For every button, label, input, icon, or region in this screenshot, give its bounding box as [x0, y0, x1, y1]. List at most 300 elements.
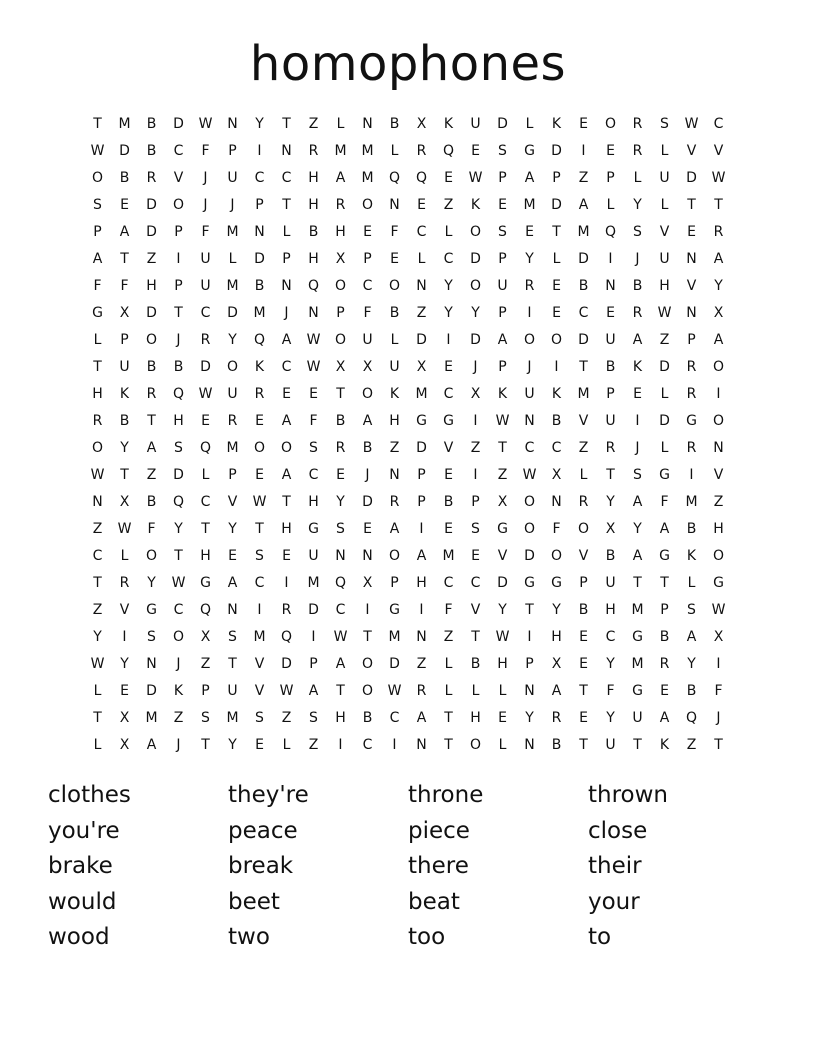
grid-letter: F [120, 278, 129, 294]
grid-letter: U [200, 251, 211, 267]
grid-letter: W [468, 170, 483, 186]
grid-letter: O [712, 548, 725, 564]
grid-letter: E [498, 710, 507, 726]
grid-letter: T [336, 683, 345, 699]
letter-grid [84, 111, 732, 759]
grid-letter: Y [228, 521, 237, 537]
grid-letter: R [254, 386, 265, 402]
grid-letter: U [605, 413, 616, 429]
grid-letter: B [146, 359, 157, 375]
grid-letter: T [525, 602, 534, 618]
grid-letter: M [631, 656, 644, 672]
word-list-item: two [228, 924, 270, 950]
grid-letter: Y [633, 197, 642, 213]
grid-letter: Z [146, 467, 157, 483]
grid-letter: D [227, 305, 238, 321]
grid-letter: O [91, 440, 104, 456]
grid-letter: U [605, 737, 616, 753]
grid-letter: W [90, 467, 105, 483]
grid-letter: H [605, 602, 616, 618]
grid-letter: A [335, 170, 346, 186]
grid-letter: X [335, 251, 346, 267]
grid-letter: O [145, 332, 158, 348]
grid-letter: Z [443, 629, 454, 645]
grid-letter: P [606, 170, 615, 186]
grid-letter: L [336, 116, 345, 132]
grid-letter: U [227, 170, 238, 186]
grid-letter: I [257, 602, 262, 618]
grid-letter: R [632, 116, 643, 132]
grid-letter: T [93, 116, 102, 132]
grid-letter: C [335, 602, 346, 618]
grid-letter: Y [498, 602, 507, 618]
grid-letter: Y [120, 440, 129, 456]
grid-row [84, 273, 732, 300]
grid-letter: P [282, 251, 291, 267]
grid-letter: E [363, 224, 372, 240]
grid-letter: C [281, 359, 292, 375]
grid-letter: H [335, 710, 346, 726]
grid-letter: N [686, 305, 697, 321]
grid-letter: S [201, 710, 210, 726]
grid-letter: H [92, 386, 103, 402]
grid-letter: H [659, 278, 670, 294]
grid-letter: D [416, 332, 427, 348]
grid-letter: I [284, 575, 289, 591]
grid-letter: W [495, 629, 510, 645]
grid-letter: W [306, 332, 321, 348]
grid-letter: E [120, 197, 129, 213]
grid-letter: A [308, 683, 319, 699]
grid-letter: O [280, 440, 293, 456]
grid-letter: M [253, 305, 266, 321]
grid-letter: X [713, 629, 724, 645]
grid-letter: B [686, 683, 697, 699]
grid-letter: H [308, 251, 319, 267]
grid-letter: D [470, 332, 481, 348]
grid-letter: Q [199, 602, 212, 618]
grid-letter: W [90, 656, 105, 672]
grid-letter: I [419, 521, 424, 537]
word-list-item: piece [408, 817, 470, 844]
grid-letter: P [579, 575, 588, 591]
grid-letter: T [714, 197, 723, 213]
grid-row [84, 327, 732, 354]
grid-letter: N [551, 494, 562, 510]
grid-letter: R [686, 359, 697, 375]
grid-letter: D [146, 197, 157, 213]
grid-letter: C [605, 629, 616, 645]
grid-letter: S [228, 629, 237, 645]
grid-letter: P [363, 251, 372, 267]
grid-letter: W [684, 116, 699, 132]
grid-letter: E [309, 386, 318, 402]
grid-letter: J [716, 710, 721, 726]
word-list-item: wood [48, 924, 110, 950]
grid-letter: R [200, 332, 211, 348]
grid-letter: W [171, 575, 186, 591]
grid-row [84, 624, 732, 651]
grid-letter: V [578, 413, 589, 429]
grid-letter: C [308, 467, 319, 483]
grid-letter: T [363, 629, 372, 645]
grid-letter: N [389, 467, 400, 483]
grid-letter: T [336, 386, 345, 402]
grid-letter: R [416, 683, 427, 699]
grid-letter: E [282, 548, 291, 564]
grid-letter: E [282, 386, 291, 402]
grid-letter: L [282, 224, 291, 240]
grid-letter: B [389, 116, 400, 132]
grid-row [84, 165, 732, 192]
grid-letter: T [687, 197, 696, 213]
grid-letter: M [577, 224, 590, 240]
grid-letter: A [524, 170, 535, 186]
grid-letter: E [579, 629, 588, 645]
grid-letter: O [469, 224, 482, 240]
word-list-item: would [48, 888, 117, 915]
grid-letter: K [389, 386, 400, 402]
grid-letter: K [443, 116, 454, 132]
grid-letter: N [686, 251, 697, 267]
grid-letter: A [416, 710, 427, 726]
grid-letter: N [416, 629, 427, 645]
grid-letter: D [146, 683, 157, 699]
grid-letter: C [443, 575, 454, 591]
grid-letter: P [309, 656, 318, 672]
grid-letter: S [255, 710, 264, 726]
grid-letter: Z [173, 710, 184, 726]
grid-letter: C [713, 116, 724, 132]
grid-letter: O [361, 386, 374, 402]
grid-letter: A [281, 467, 292, 483]
grid-letter: T [93, 710, 102, 726]
grid-letter: M [307, 575, 320, 591]
grid-letter: I [392, 737, 397, 753]
grid-letter: C [200, 494, 211, 510]
grid-letter: D [146, 305, 157, 321]
grid-letter: C [254, 170, 265, 186]
grid-letter: X [119, 710, 130, 726]
grid-letter: X [362, 359, 373, 375]
grid-letter: E [255, 413, 264, 429]
grid-letter: S [174, 440, 183, 456]
grid-letter: S [498, 224, 507, 240]
grid-letter: G [389, 602, 400, 618]
grid-letter: T [120, 251, 129, 267]
grid-letter: G [659, 548, 670, 564]
grid-letter: C [416, 224, 427, 240]
grid-letter: U [227, 683, 238, 699]
grid-letter: R [227, 413, 238, 429]
grid-letter: S [309, 710, 318, 726]
grid-letter: R [578, 494, 589, 510]
grid-letter: N [605, 278, 616, 294]
grid-letter: Y [444, 278, 453, 294]
grid-letter: O [91, 170, 104, 186]
grid-letter: E [606, 143, 615, 159]
grid-letter: L [660, 143, 669, 159]
grid-letter: N [362, 548, 373, 564]
grid-letter: X [605, 521, 616, 537]
grid-row [84, 570, 732, 597]
grid-letter: Q [172, 494, 185, 510]
grid-row [84, 489, 732, 516]
grid-letter: H [551, 629, 562, 645]
grid-letter: R [281, 602, 292, 618]
grid-letter: I [527, 629, 532, 645]
grid-letter: B [578, 278, 589, 294]
grid-letter: D [362, 494, 373, 510]
grid-letter: F [309, 413, 318, 429]
grid-letter: A [713, 251, 724, 267]
page-title: homophones [249, 36, 567, 92]
grid-letter: W [198, 116, 213, 132]
grid-letter: Z [92, 602, 103, 618]
grid-letter: B [308, 224, 319, 240]
grid-letter: E [552, 278, 561, 294]
grid-letter: I [716, 656, 721, 672]
grid-letter: L [228, 251, 237, 267]
grid-letter: L [282, 737, 291, 753]
grid-letter: K [254, 359, 265, 375]
grid-letter: T [120, 467, 129, 483]
word-list-item: beat [408, 888, 460, 915]
word-list-item: you're [48, 817, 120, 844]
grid-letter: T [282, 197, 291, 213]
grid-letter: A [362, 413, 373, 429]
grid-letter: H [416, 575, 427, 591]
grid-letter: G [443, 413, 454, 429]
grid-letter: F [93, 278, 102, 294]
grid-letter: A [632, 548, 643, 564]
word-list-item: their [588, 853, 642, 879]
grid-letter: Q [415, 170, 428, 186]
grid-letter: E [579, 656, 588, 672]
grid-letter: S [309, 440, 318, 456]
grid-letter: X [362, 575, 373, 591]
grid-letter: N [227, 116, 238, 132]
grid-letter: C [173, 602, 184, 618]
grid-letter: S [660, 116, 669, 132]
grid-letter: T [255, 521, 264, 537]
grid-letter: P [174, 224, 183, 240]
grid-letter: R [146, 386, 157, 402]
grid-letter: K [551, 116, 562, 132]
grid-letter: N [713, 440, 724, 456]
grid-letter: D [686, 170, 697, 186]
grid-row [84, 705, 732, 732]
grid-letter: W [90, 143, 105, 159]
grid-letter: Z [308, 737, 319, 753]
grid-row [84, 354, 732, 381]
grid-letter: C [92, 548, 103, 564]
grid-letter: G [551, 575, 562, 591]
grid-row [84, 408, 732, 435]
grid-letter: U [389, 359, 400, 375]
grid-letter: G [632, 683, 643, 699]
grid-letter: Y [471, 305, 480, 321]
grid-letter: L [498, 683, 507, 699]
grid-row [84, 138, 732, 165]
grid-letter: R [335, 197, 346, 213]
grid-letter: F [714, 683, 723, 699]
grid-letter: S [471, 521, 480, 537]
grid-letter: R [146, 170, 157, 186]
grid-letter: C [389, 710, 400, 726]
grid-letter: U [497, 278, 508, 294]
grid-letter: Q [199, 440, 212, 456]
grid-letter: K [497, 386, 508, 402]
grid-letter: T [471, 629, 480, 645]
grid-letter: N [416, 737, 427, 753]
grid-letter: E [471, 548, 480, 564]
grid-letter: D [497, 575, 508, 591]
grid-letter: L [444, 683, 453, 699]
grid-letter: H [146, 278, 157, 294]
grid-letter: S [147, 629, 156, 645]
grid-letter: O [550, 548, 563, 564]
grid-letter: Y [228, 332, 237, 348]
grid-letter: A [551, 683, 562, 699]
grid-letter: N [281, 143, 292, 159]
word-list-item: brake [48, 853, 113, 879]
grid-letter: A [146, 440, 157, 456]
grid-letter: Z [713, 494, 724, 510]
grid-letter: G [632, 629, 643, 645]
grid-letter: W [495, 413, 510, 429]
grid-letter: E [498, 197, 507, 213]
grid-letter: L [93, 683, 102, 699]
grid-letter: B [389, 305, 400, 321]
grid-letter: M [388, 629, 401, 645]
grid-letter: E [444, 359, 453, 375]
grid-letter: R [524, 278, 535, 294]
grid-letter: B [146, 494, 157, 510]
grid-letter: S [498, 143, 507, 159]
grid-letter: Y [147, 575, 156, 591]
grid-letter: D [416, 440, 427, 456]
grid-letter: J [527, 359, 532, 375]
grid-letter: J [176, 656, 181, 672]
grid-letter: Y [606, 494, 615, 510]
grid-letter: A [227, 575, 238, 591]
grid-letter: T [174, 305, 183, 321]
grid-letter: H [308, 197, 319, 213]
grid-letter: W [252, 494, 267, 510]
grid-letter: C [551, 440, 562, 456]
grid-letter: R [119, 575, 130, 591]
grid-letter: U [632, 710, 643, 726]
grid-letter: O [361, 683, 374, 699]
grid-row [84, 246, 732, 273]
grid-letter: G [713, 575, 724, 591]
grid-row [84, 192, 732, 219]
grid-letter: J [176, 737, 181, 753]
grid-letter: O [361, 656, 374, 672]
grid-letter: Z [497, 467, 508, 483]
grid-letter: G [659, 467, 670, 483]
grid-letter: S [687, 602, 696, 618]
grid-letter: V [713, 467, 724, 483]
grid-letter: F [147, 521, 156, 537]
grid-letter: M [442, 548, 455, 564]
grid-letter: O [469, 737, 482, 753]
grid-letter: P [255, 197, 264, 213]
grid-letter: A [632, 332, 643, 348]
grid-letter: D [119, 143, 130, 159]
word-list-item: too [408, 924, 446, 950]
grid-letter: O [523, 494, 536, 510]
grid-letter: U [308, 548, 319, 564]
grid-letter: E [120, 683, 129, 699]
grid-letter: P [471, 494, 480, 510]
grid-letter: B [119, 170, 130, 186]
grid-letter: N [362, 116, 373, 132]
grid-letter: D [146, 224, 157, 240]
grid-letter: E [336, 467, 345, 483]
grid-letter: B [362, 440, 373, 456]
grid-letter: W [711, 602, 726, 618]
grid-letter: T [201, 521, 210, 537]
grid-letter: A [335, 656, 346, 672]
grid-letter: E [471, 143, 480, 159]
grid-letter: I [689, 467, 694, 483]
grid-letter: C [470, 575, 481, 591]
grid-letter: D [200, 359, 211, 375]
grid-letter: I [581, 143, 586, 159]
grid-letter: Q [307, 278, 320, 294]
grid-letter: U [470, 116, 481, 132]
grid-letter: B [254, 278, 265, 294]
word-list [48, 778, 788, 956]
grid-letter: A [119, 224, 130, 240]
grid-letter: T [93, 359, 102, 375]
grid-letter: Q [334, 575, 347, 591]
grid-row [84, 516, 732, 543]
grid-letter: V [254, 683, 265, 699]
grid-letter: W [657, 305, 672, 321]
grid-letter: N [146, 656, 157, 672]
grid-letter: L [444, 656, 453, 672]
grid-letter: I [311, 629, 316, 645]
grid-letter: G [497, 521, 508, 537]
grid-letter: U [605, 575, 616, 591]
grid-letter: N [92, 494, 103, 510]
grid-letter: M [361, 170, 374, 186]
grid-letter: O [226, 359, 239, 375]
grid-letter: Z [416, 305, 427, 321]
grid-letter: X [497, 494, 508, 510]
grid-letter: Z [578, 440, 589, 456]
grid-letter: E [390, 251, 399, 267]
grid-letter: V [470, 602, 481, 618]
grid-row [84, 111, 732, 138]
grid-letter: F [363, 305, 372, 321]
grid-letter: B [146, 143, 157, 159]
word-list-item: throne [408, 782, 484, 808]
grid-letter: X [470, 386, 481, 402]
grid-letter: B [605, 359, 616, 375]
grid-letter: S [633, 224, 642, 240]
grid-letter: L [525, 116, 534, 132]
grid-letter: Q [172, 386, 185, 402]
grid-letter: Z [470, 440, 481, 456]
grid-letter: Y [120, 656, 129, 672]
grid-letter: U [659, 170, 670, 186]
grid-letter: J [176, 332, 181, 348]
grid-letter: R [686, 440, 697, 456]
